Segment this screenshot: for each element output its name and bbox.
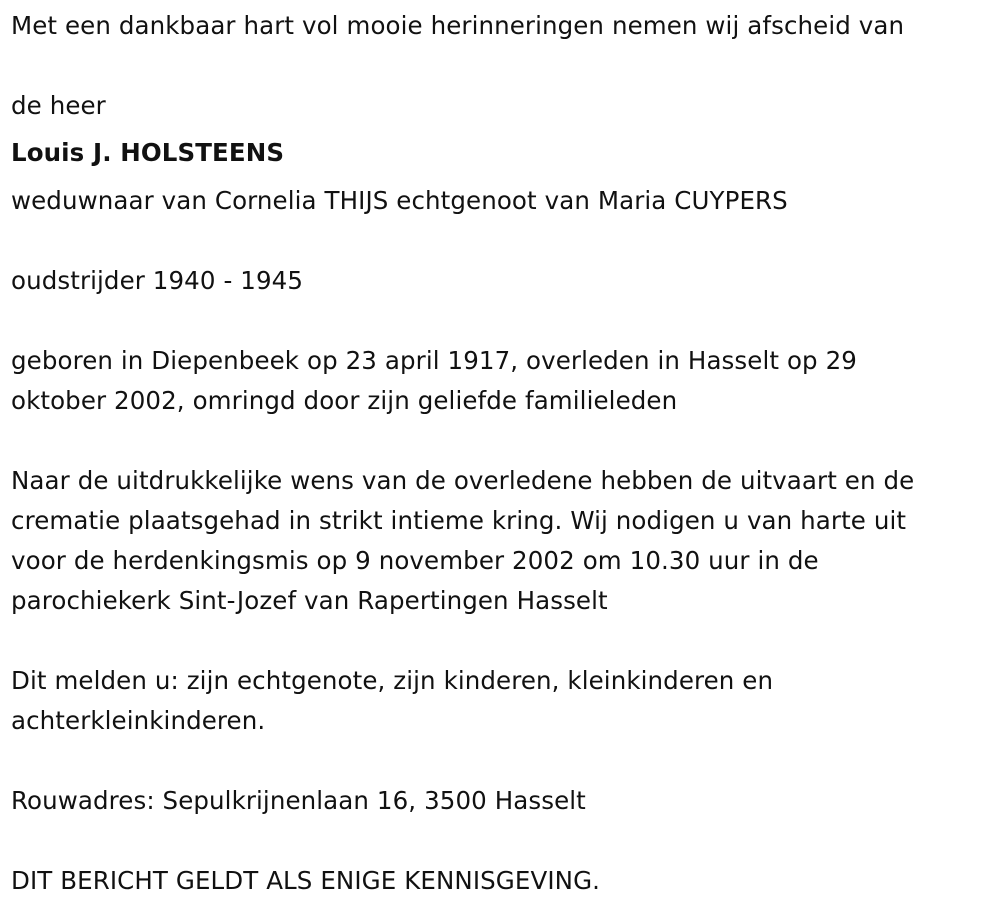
deceased-name: Louis J. HOLSTEENS	[11, 138, 285, 167]
funeral-line-4: parochiekerk Sint-Jozef van Rapertingen Hasselt	[11, 586, 608, 615]
birth-death-line-1: geboren in Diepenbeek op 23 april 1917, overleden in Hasselt op 29	[11, 346, 857, 375]
funeral-line-3: voor de herdenkingsmis op 9 november 2002 om 10.30 uur in de	[11, 546, 819, 575]
announced-by-line-2: achterkleinkinderen.	[11, 706, 266, 735]
veteran-text: oudstrijder 1940 - 1945	[11, 266, 304, 295]
relations-text: weduwnaar van Cornelia THIJS echtgenoot van Maria CUYPERS	[11, 186, 788, 215]
mourning-address: Rouwadres: Sepulkrijnenlaan 16, 3500 Hasselt	[11, 786, 586, 815]
closing-statement: DIT BERICHT GELDT ALS ENIGE KENNISGEVING.	[11, 866, 601, 895]
funeral-line-2: crematie plaatsgehad in strikt intieme kring. Wij nodigen u van harte uit	[11, 506, 907, 535]
intro-text: Met een dankbaar hart vol mooie herinneringen nemen wij afscheid van	[11, 11, 905, 40]
birth-death-line-2: oktober 2002, omringd door zijn geliefde familieleden	[11, 386, 678, 415]
announced-by-line-1: Dit melden u: zijn echtgenote, zijn kinderen, kleinkinderen en	[11, 666, 774, 695]
salutation: de heer	[11, 91, 106, 120]
funeral-line-1: Naar de uitdrukkelijke wens van de overledene hebben de uitvaart en de	[11, 466, 915, 495]
